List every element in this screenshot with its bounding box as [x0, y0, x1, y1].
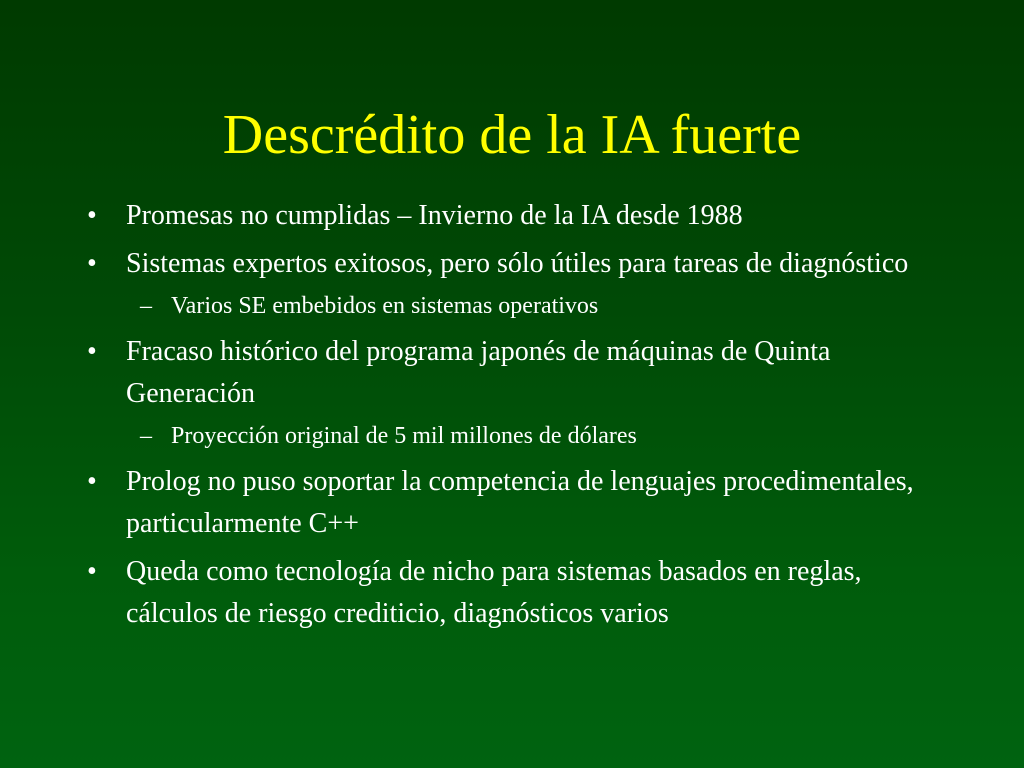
bullet-5: • Queda como tecnología de nicho para sistemas basados en reglas, cálculos de riesgo crediticio, diagnósticos varios	[87, 556, 862, 629]
bullet-2: • Sistemas expertos exitosos, pero sólo útiles para tareas de diagnóstico	[87, 248, 909, 279]
slide-title: Descrédito de la IA fuerte	[222, 104, 802, 166]
sub-bullet-3-1: – Proyección original de 5 mil millones de dólares	[140, 423, 637, 449]
bullet-4: • Prolog no puso soportar la competencia de lenguajes procedimentales, particularmente C++	[87, 466, 914, 539]
bullet-3: • Fracaso histórico del programa japonés de máquinas de Quinta Generación	[87, 336, 831, 409]
sub-bullet-2-1: – Varios SE embebidos en sistemas operativos	[140, 293, 599, 319]
bullet-list	[0, 195, 1024, 641]
bullet-1: • Promesas no cumplidas – Invierno de la IA desde 1988	[87, 200, 743, 231]
